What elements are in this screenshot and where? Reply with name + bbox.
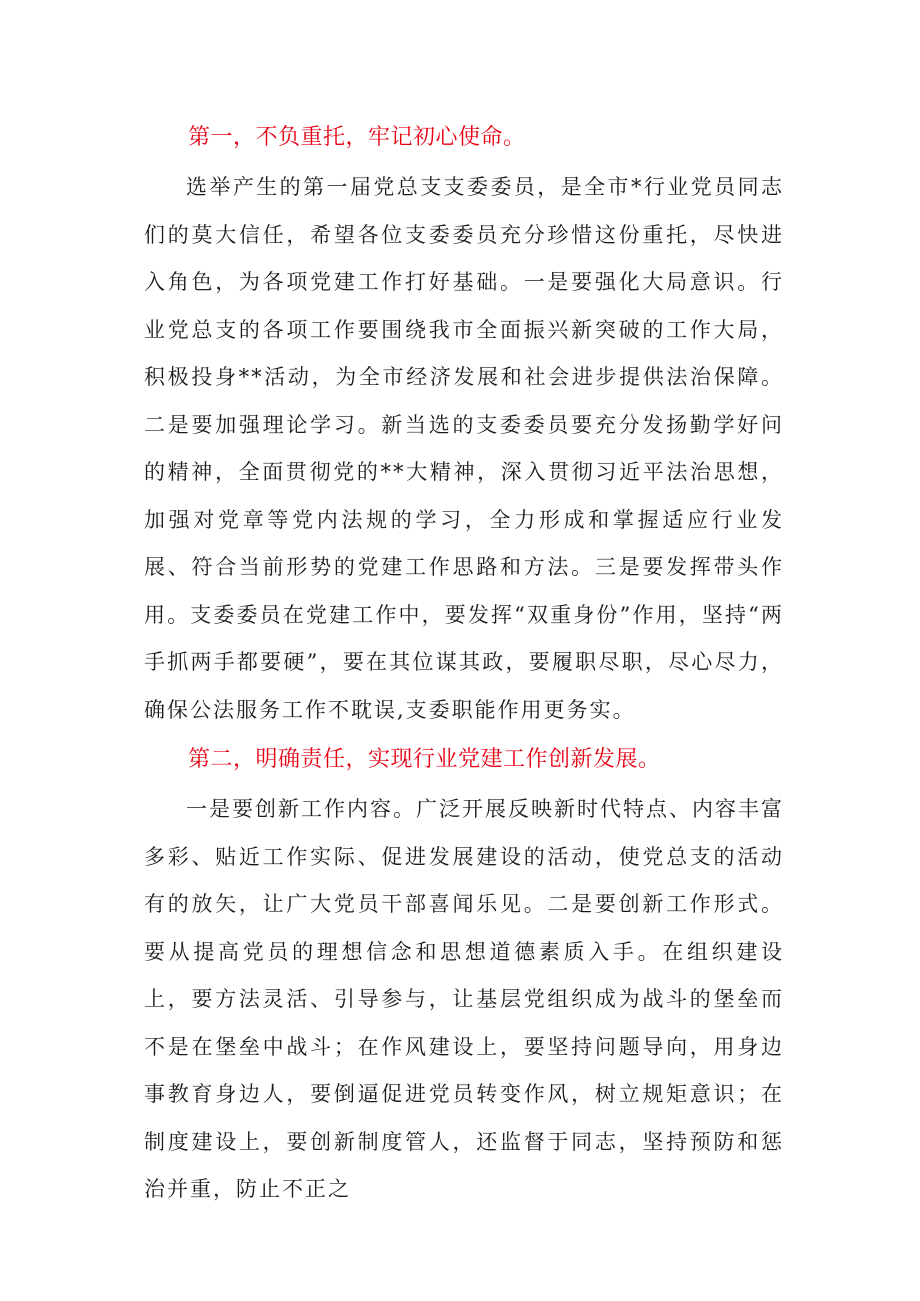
- section-paragraph-1: 选举产生的第一届党总支支委委员，是全市*行业党员同志们的莫大信任，希望各位支委委员充分珍惜这份重托，尽快进入角色，为各项党建工作打好基础。一是要强化大局意识。行业党总支的各项工作要围绕我市全面振兴新突破的工作大局，积极投身**活动，为全市经济发展和社会进步提供法治保障。二是要加强理论学习。新当选的支委委员要充分发扬勤学好问的精神，全面贯彻党的**大精神，深入贯彻习近平法治思想，加强对党章等党内法规的学习，全力形成和掌握适应行业发展、符合当前形势的党建工作思路和方法。三是要发挥带头作用。支委委员在党建工作中，要发挥“双重身份”作用，坚持“两手抓两手都要硬”，要在其位谋其政，要履职尽职，尽心尽力，确保公法服务工作不耽误,支委职能作用更务实。: [144, 175, 784, 722]
- document-body: [144, 112, 784, 1214]
- section-paragraph-2: 一是要创新工作内容。广泛开展反映新时代特点、内容丰富多彩、贴近工作实际、促进发展建设的活动，使党总支的活动有的放矢，让广大党员干部喜闻乐见。二是要创新工作形式。要从提高党员的理想信念和思想道德素质入手。在组织建设上，要方法灵活、引导参与，让基层党组织成为战斗的堡垒而不是在堡垒中战斗；在作风建设上，要坚持问题导向，用身边事教育身边人，要倒逼促进党员转变作风，树立规矩意识；在制度建设上，要创新制度管人，还监督于同志，坚持预防和惩治并重，防止不正之: [144, 797, 784, 1201]
- section-heading-1: 第一，不负重托，牢记初心使命。: [188, 125, 526, 150]
- section-heading-2: 第二，明确责任，实现行业党建工作创新发展。: [188, 747, 661, 772]
